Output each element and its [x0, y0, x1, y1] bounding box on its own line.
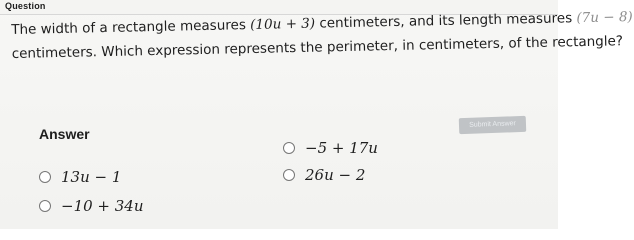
radio-button[interactable] [39, 200, 51, 212]
question-line-2: centimeters. Which expression represents the perimeter, in centimeters, of the rectangle? [11, 33, 624, 62]
answer-option-d[interactable] [39, 197, 144, 215]
length-expression: (7u − 8) [576, 8, 633, 27]
question-line1-middle: centimeters, and its length measures [314, 10, 577, 32]
question-line1-prefix: The width of a rectangle measures [11, 16, 251, 38]
width-expression: (10u + 3) [250, 15, 316, 33]
option-a-text: −5 + 17u [305, 139, 378, 157]
option-d-text: −10 + 34u [61, 197, 144, 215]
submit-answer-button[interactable]: Submit Answer [459, 116, 527, 134]
option-b-text: 13u − 1 [61, 168, 122, 186]
header-title: Question [5, 1, 46, 11]
answer-option-a[interactable] [283, 139, 378, 157]
radio-button[interactable] [283, 142, 295, 154]
question-text [11, 7, 633, 66]
answer-option-b[interactable] [39, 168, 121, 186]
option-c-text: 26u − 2 [305, 166, 366, 184]
answer-label: Answer [39, 126, 90, 142]
answer-option-c[interactable] [283, 166, 365, 184]
radio-button[interactable] [283, 169, 295, 181]
radio-button[interactable] [39, 171, 51, 183]
